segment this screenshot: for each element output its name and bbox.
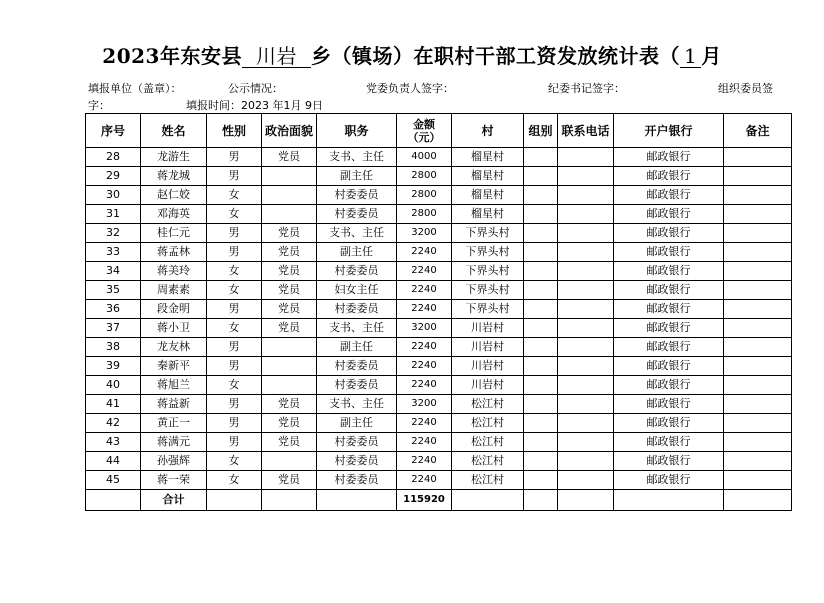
cell-amount: 4000 [397, 148, 452, 167]
cell-political: 党员 [262, 395, 317, 414]
cell-position: 支书、主任 [317, 319, 397, 338]
header-row [86, 114, 792, 148]
page-title [0, 40, 824, 69]
cell-amount: 2240 [397, 243, 452, 262]
cell-position: 村委委员 [317, 452, 397, 471]
cell-phone [558, 167, 614, 186]
cell-village: 下界头村 [452, 281, 524, 300]
cell-bank: 邮政银行 [614, 319, 724, 338]
cell-amount: 3200 [397, 395, 452, 414]
cell-phone [558, 395, 614, 414]
cell-political: 党员 [262, 471, 317, 490]
cell-position: 村委委员 [317, 262, 397, 281]
cell-remark [724, 224, 792, 243]
cell-amount: 2240 [397, 357, 452, 376]
cell-group [524, 395, 558, 414]
cell-position: 支书、主任 [317, 148, 397, 167]
cell-name: 蒋益新 [141, 395, 207, 414]
cell-bank: 邮政银行 [614, 395, 724, 414]
title-prefix: 2023年东安县 [102, 44, 242, 68]
cell-gender: 女 [207, 281, 262, 300]
cell-phone [558, 281, 614, 300]
cell-amount: 2240 [397, 376, 452, 395]
cell-political [262, 376, 317, 395]
cell-phone [558, 433, 614, 452]
cell-group [524, 262, 558, 281]
amount-header-line1: 金额 [413, 117, 435, 131]
cell-group [524, 281, 558, 300]
cell-remark [724, 243, 792, 262]
cell-village: 下界头村 [452, 300, 524, 319]
cell-village: 榴星村 [452, 186, 524, 205]
col-header-remark: 备注 [724, 114, 792, 148]
total-empty-cell [558, 490, 614, 511]
cell-name: 蒋满元 [141, 433, 207, 452]
total-no-cell [86, 490, 141, 511]
cell-no: 39 [86, 357, 141, 376]
cell-amount: 2240 [397, 471, 452, 490]
cell-amount: 3200 [397, 319, 452, 338]
total-empty-cell [452, 490, 524, 511]
cell-group [524, 414, 558, 433]
cell-no: 32 [86, 224, 141, 243]
cell-gender: 男 [207, 433, 262, 452]
report-date: 填报时间：2023 年1月 9日 [186, 99, 323, 112]
cell-bank: 邮政银行 [614, 452, 724, 471]
col-header-amount [397, 114, 452, 148]
cell-gender: 女 [207, 452, 262, 471]
cell-remark [724, 300, 792, 319]
cell-no: 38 [86, 338, 141, 357]
cell-bank: 邮政银行 [614, 186, 724, 205]
cell-gender: 男 [207, 395, 262, 414]
cell-no: 43 [86, 433, 141, 452]
cell-political: 党员 [262, 281, 317, 300]
cell-group [524, 186, 558, 205]
cell-bank: 邮政银行 [614, 300, 724, 319]
cell-no: 45 [86, 471, 141, 490]
table-row [86, 262, 792, 281]
col-header-village: 村 [452, 114, 524, 148]
title-suffix: 月 [701, 44, 722, 68]
cell-group [524, 338, 558, 357]
total-row [86, 490, 792, 511]
cell-phone [558, 224, 614, 243]
title-month: 1 [680, 45, 701, 68]
cell-position: 村委委员 [317, 376, 397, 395]
cell-village: 松江村 [452, 414, 524, 433]
cell-no: 31 [86, 205, 141, 224]
table-row [86, 376, 792, 395]
cell-phone [558, 262, 614, 281]
cell-amount: 2240 [397, 414, 452, 433]
cell-position: 副主任 [317, 243, 397, 262]
cell-village: 川岩村 [452, 338, 524, 357]
cell-amount: 2800 [397, 205, 452, 224]
col-header-group: 组别 [524, 114, 558, 148]
cell-remark [724, 167, 792, 186]
cell-position: 村委委员 [317, 205, 397, 224]
cell-bank: 邮政银行 [614, 224, 724, 243]
cell-amount: 2240 [397, 433, 452, 452]
table-row [86, 167, 792, 186]
cell-remark [724, 186, 792, 205]
table-row [86, 148, 792, 167]
cell-bank: 邮政银行 [614, 167, 724, 186]
cell-bank: 邮政银行 [614, 205, 724, 224]
cell-name: 蒋美玲 [141, 262, 207, 281]
cell-remark [724, 376, 792, 395]
cell-no: 42 [86, 414, 141, 433]
cell-village: 下界头村 [452, 243, 524, 262]
cell-gender: 男 [207, 167, 262, 186]
cell-political: 党员 [262, 319, 317, 338]
cell-remark [724, 433, 792, 452]
cell-no: 29 [86, 167, 141, 186]
col-header-political: 政治面貌 [262, 114, 317, 148]
org-sign-label-b: 字： [88, 99, 110, 112]
cell-no: 35 [86, 281, 141, 300]
cell-remark [724, 148, 792, 167]
cell-village: 榴星村 [452, 167, 524, 186]
table-row [86, 300, 792, 319]
cell-amount: 2240 [397, 300, 452, 319]
cell-amount: 3200 [397, 224, 452, 243]
cell-name: 桂仁元 [141, 224, 207, 243]
cell-gender: 女 [207, 262, 262, 281]
cell-gender: 男 [207, 357, 262, 376]
table-row [86, 281, 792, 300]
cell-phone [558, 243, 614, 262]
cell-group [524, 167, 558, 186]
cell-name: 蒋孟林 [141, 243, 207, 262]
cell-political: 党员 [262, 300, 317, 319]
cell-position: 妇女主任 [317, 281, 397, 300]
cell-bank: 邮政银行 [614, 148, 724, 167]
total-empty-cell [614, 490, 724, 511]
cell-political: 党员 [262, 433, 317, 452]
cell-position: 支书、主任 [317, 224, 397, 243]
cell-bank: 邮政银行 [614, 433, 724, 452]
cell-no: 30 [86, 186, 141, 205]
cell-phone [558, 205, 614, 224]
cell-gender: 男 [207, 148, 262, 167]
table-row [86, 205, 792, 224]
table-row [86, 319, 792, 338]
cell-political: 党员 [262, 148, 317, 167]
total-empty-cell [724, 490, 792, 511]
cell-phone [558, 414, 614, 433]
cell-name: 段金明 [141, 300, 207, 319]
salary-table [85, 113, 792, 511]
cell-amount: 2800 [397, 167, 452, 186]
col-header-name: 姓名 [141, 114, 207, 148]
cell-bank: 邮政银行 [614, 414, 724, 433]
cell-no: 37 [86, 319, 141, 338]
col-header-phone: 联系电话 [558, 114, 614, 148]
table-row [86, 414, 792, 433]
cell-village: 川岩村 [452, 376, 524, 395]
table-row [86, 471, 792, 490]
cell-village: 松江村 [452, 433, 524, 452]
table-row [86, 433, 792, 452]
cell-bank: 邮政银行 [614, 262, 724, 281]
cell-name: 蒋小卫 [141, 319, 207, 338]
cell-village: 川岩村 [452, 357, 524, 376]
cell-phone [558, 319, 614, 338]
party-sign-label: 党委负责人签字： [366, 82, 454, 95]
col-header-gender: 性别 [207, 114, 262, 148]
cell-group [524, 243, 558, 262]
cell-amount: 2240 [397, 262, 452, 281]
total-empty-cell [317, 490, 397, 511]
cell-group [524, 452, 558, 471]
cell-village: 川岩村 [452, 319, 524, 338]
cell-no: 36 [86, 300, 141, 319]
cell-group [524, 319, 558, 338]
cell-gender: 女 [207, 205, 262, 224]
cell-name: 黄正一 [141, 414, 207, 433]
cell-amount: 2240 [397, 452, 452, 471]
cell-group [524, 205, 558, 224]
cell-name: 蒋旭兰 [141, 376, 207, 395]
total-amount: 115920 [397, 490, 452, 511]
cell-political [262, 186, 317, 205]
cell-position: 村委委员 [317, 433, 397, 452]
col-header-position: 职务 [317, 114, 397, 148]
cell-political [262, 452, 317, 471]
cell-position: 支书、主任 [317, 395, 397, 414]
cell-position: 副主任 [317, 167, 397, 186]
total-empty-cell [262, 490, 317, 511]
cell-group [524, 357, 558, 376]
total-empty-cell [524, 490, 558, 511]
cell-group [524, 224, 558, 243]
cell-name: 邓海英 [141, 205, 207, 224]
cell-group [524, 148, 558, 167]
cell-bank: 邮政银行 [614, 471, 724, 490]
table-row [86, 186, 792, 205]
cell-gender: 男 [207, 243, 262, 262]
cell-bank: 邮政银行 [614, 376, 724, 395]
table-row [86, 224, 792, 243]
cell-group [524, 376, 558, 395]
cell-political: 党员 [262, 414, 317, 433]
cell-no: 34 [86, 262, 141, 281]
cell-position: 村委委员 [317, 357, 397, 376]
unit-label: 填报单位（盖章）： [88, 82, 182, 95]
table-row [86, 243, 792, 262]
cell-phone [558, 300, 614, 319]
cell-gender: 男 [207, 224, 262, 243]
cell-no: 41 [86, 395, 141, 414]
cell-no: 33 [86, 243, 141, 262]
table-row [86, 452, 792, 471]
cell-remark [724, 262, 792, 281]
cell-political [262, 338, 317, 357]
cell-remark [724, 281, 792, 300]
cell-remark [724, 338, 792, 357]
cell-village: 松江村 [452, 452, 524, 471]
cell-no: 28 [86, 148, 141, 167]
cell-remark [724, 319, 792, 338]
cell-phone [558, 452, 614, 471]
cell-position: 村委委员 [317, 471, 397, 490]
cell-village: 榴星村 [452, 148, 524, 167]
cell-gender: 女 [207, 376, 262, 395]
total-empty-cell [207, 490, 262, 511]
cell-remark [724, 471, 792, 490]
cell-gender: 男 [207, 414, 262, 433]
cell-political: 党员 [262, 262, 317, 281]
cell-group [524, 471, 558, 490]
cell-amount: 2240 [397, 281, 452, 300]
cell-phone [558, 357, 614, 376]
cell-village: 松江村 [452, 471, 524, 490]
title-middle: 乡（镇场）在职村干部工资发放统计表（ [310, 44, 680, 68]
cell-village: 松江村 [452, 395, 524, 414]
cell-remark [724, 452, 792, 471]
cell-position: 副主任 [317, 338, 397, 357]
cell-no: 40 [86, 376, 141, 395]
cell-name: 周素素 [141, 281, 207, 300]
cell-name: 孙强辉 [141, 452, 207, 471]
cell-village: 榴星村 [452, 205, 524, 224]
cell-phone [558, 376, 614, 395]
cell-political: 党员 [262, 224, 317, 243]
cell-remark [724, 395, 792, 414]
org-sign-label-a: 组织委员签 [718, 82, 773, 95]
cell-phone [558, 471, 614, 490]
col-header-no: 序号 [86, 114, 141, 148]
cell-remark [724, 357, 792, 376]
cell-name: 秦新平 [141, 357, 207, 376]
cell-name: 龙友林 [141, 338, 207, 357]
cell-amount: 2800 [397, 186, 452, 205]
cell-gender: 男 [207, 300, 262, 319]
cell-political [262, 167, 317, 186]
cell-amount: 2240 [397, 338, 452, 357]
total-label: 合计 [141, 490, 207, 511]
cell-bank: 邮政银行 [614, 281, 724, 300]
cell-gender: 女 [207, 186, 262, 205]
cell-group [524, 433, 558, 452]
cell-group [524, 300, 558, 319]
cell-position: 副主任 [317, 414, 397, 433]
cell-name: 赵仁姣 [141, 186, 207, 205]
cell-name: 蒋一荣 [141, 471, 207, 490]
cell-remark [724, 414, 792, 433]
cell-phone [558, 186, 614, 205]
cell-name: 蒋龙城 [141, 167, 207, 186]
notice-label: 公示情况： [228, 82, 283, 95]
amount-header-line2: （元） [407, 130, 441, 144]
cell-position: 村委委员 [317, 300, 397, 319]
cell-bank: 邮政银行 [614, 357, 724, 376]
cell-name: 龙游生 [141, 148, 207, 167]
cell-village: 下界头村 [452, 262, 524, 281]
cell-political [262, 205, 317, 224]
table-row [86, 395, 792, 414]
cell-political: 党员 [262, 243, 317, 262]
cell-phone [558, 338, 614, 357]
cell-political [262, 357, 317, 376]
cell-no: 44 [86, 452, 141, 471]
cell-village: 下界头村 [452, 224, 524, 243]
cell-gender: 女 [207, 319, 262, 338]
cell-position: 村委委员 [317, 186, 397, 205]
cell-gender: 男 [207, 338, 262, 357]
title-town: 川岩 [242, 45, 311, 68]
table-row [86, 357, 792, 376]
discipline-sign-label: 纪委书记签字： [548, 82, 625, 95]
cell-gender: 女 [207, 471, 262, 490]
cell-remark [724, 205, 792, 224]
cell-bank: 邮政银行 [614, 243, 724, 262]
col-header-bank: 开户银行 [614, 114, 724, 148]
cell-phone [558, 148, 614, 167]
cell-bank: 邮政银行 [614, 338, 724, 357]
table-row [86, 338, 792, 357]
